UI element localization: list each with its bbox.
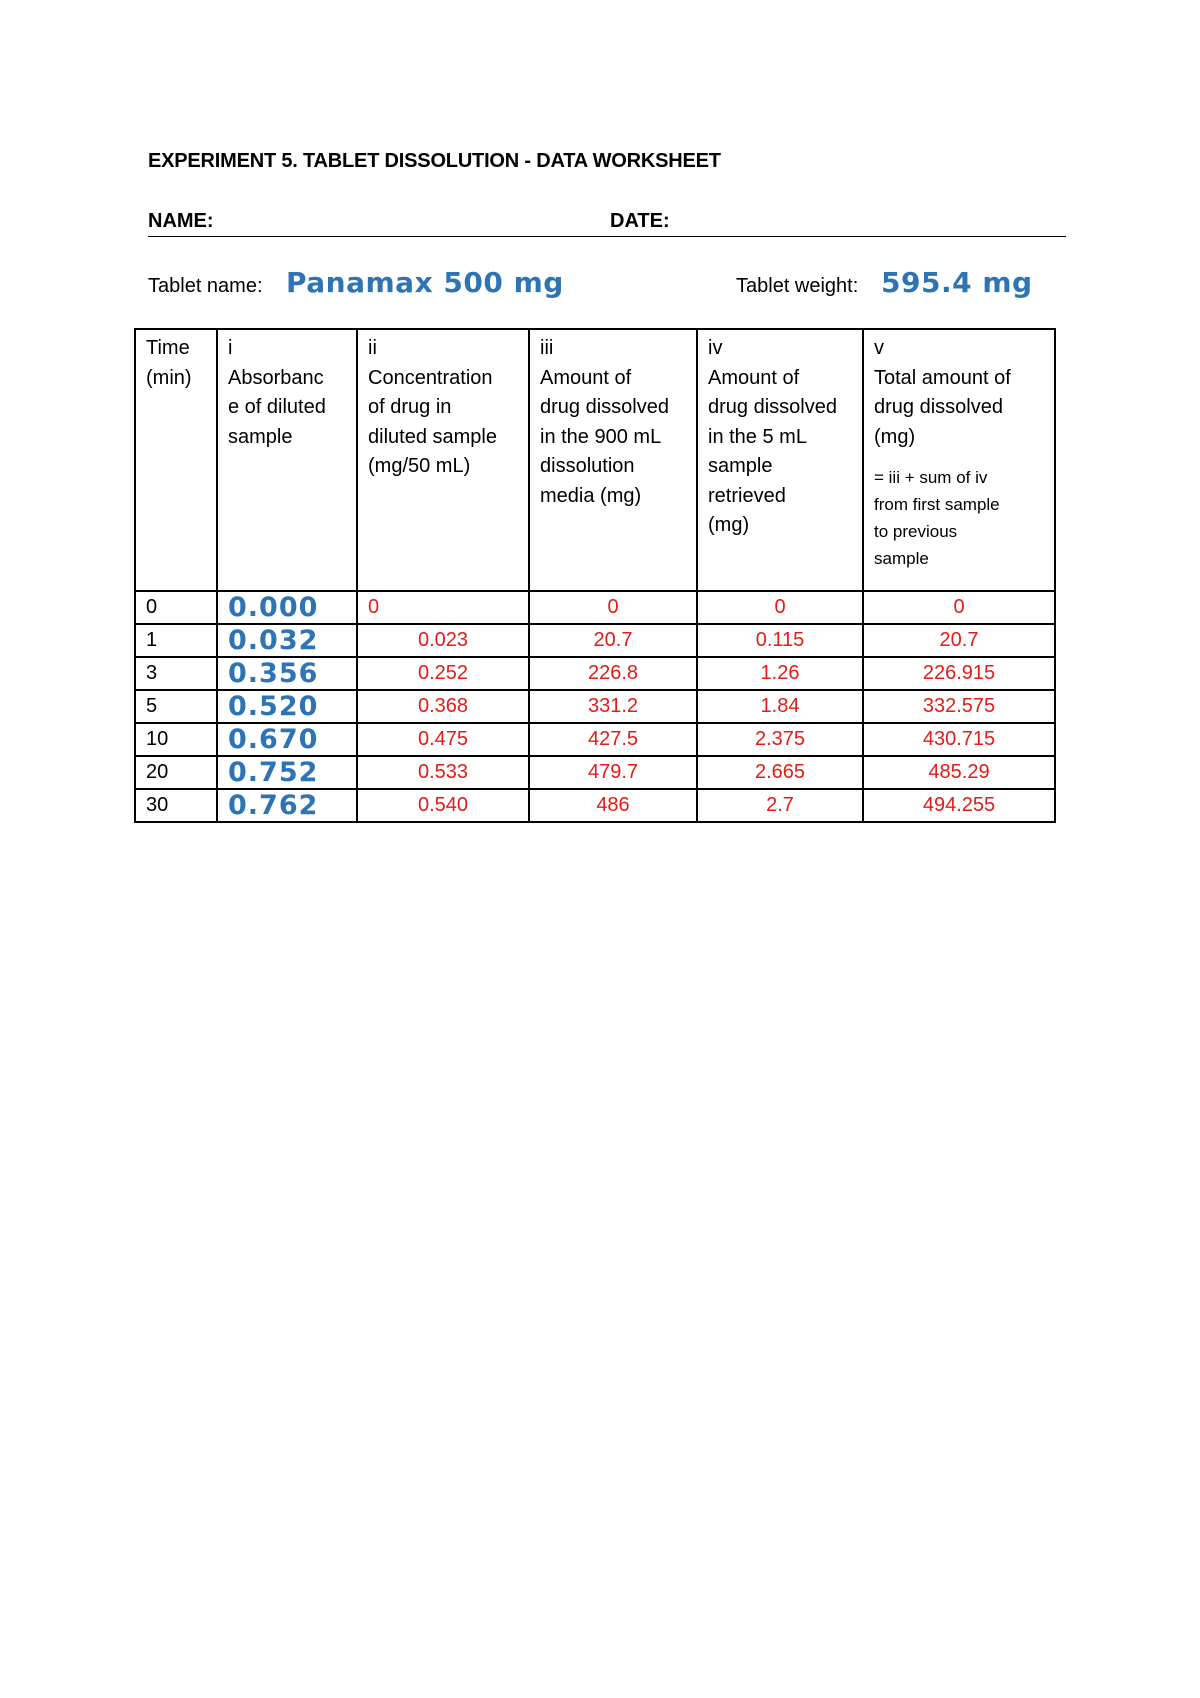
- table-header-row: [135, 329, 1055, 591]
- header-text-line: diluted sample: [368, 425, 497, 448]
- time-cell: 10: [135, 723, 217, 756]
- header-text-line: drug dissolved: [540, 396, 669, 418]
- header-concentration: [357, 329, 529, 591]
- concentration-cell: 0.368: [357, 690, 529, 723]
- tablet-name-label: Tablet name:: [148, 275, 263, 297]
- header-text-line: Time: [146, 337, 190, 359]
- header-text-line: sample: [708, 455, 773, 477]
- page-title: EXPERIMENT 5. TABLET DISSOLUTION - DATA WORKSHEET: [148, 150, 721, 172]
- amount-media-cell: 486: [529, 789, 697, 822]
- dissolution-data-table: [134, 328, 1056, 823]
- total-cell: 485.29: [863, 756, 1055, 789]
- amount-sample-cell: 2.7: [697, 789, 863, 822]
- header-column-number: i: [228, 337, 233, 359]
- formula-note-line: sample: [874, 549, 929, 568]
- amount-sample-cell: 0: [697, 591, 863, 624]
- header-amount-sample: [697, 329, 863, 591]
- time-cell: 30: [135, 789, 217, 822]
- header-amount-media: [529, 329, 697, 591]
- formula-note-line: = iii + sum of iv: [874, 468, 988, 487]
- concentration-cell: 0.252: [357, 657, 529, 690]
- header-column-number: v: [874, 337, 884, 359]
- header-formula-note: [874, 464, 1048, 572]
- tablet-weight-label: Tablet weight:: [736, 275, 859, 297]
- amount-sample-cell: 0.115: [697, 624, 863, 657]
- formula-note-line: from first sample: [874, 495, 1000, 514]
- table-row: [135, 789, 1055, 822]
- name-date-line: [148, 208, 1066, 237]
- absorbance-cell: 0.356: [217, 657, 357, 690]
- header-absorbance: [217, 329, 357, 591]
- header-column-number: ii: [368, 337, 377, 359]
- absorbance-cell: 0.520: [217, 690, 357, 723]
- absorbance-cell: 0.000: [217, 591, 357, 624]
- concentration-cell: 0.533: [357, 756, 529, 789]
- header-text-line: e of diluted: [228, 396, 326, 418]
- header-text-line: in the 900 mL: [540, 425, 662, 448]
- header-text-line: (mg): [708, 514, 750, 536]
- header-column-number: iv: [708, 337, 723, 359]
- amount-media-cell: 331.2: [529, 690, 697, 723]
- header-text-line: (min): [146, 366, 192, 389]
- formula-note-line: to previous: [874, 522, 958, 541]
- total-cell: 20.7: [863, 624, 1055, 657]
- amount-sample-cell: 2.375: [697, 723, 863, 756]
- time-cell: 3: [135, 657, 217, 690]
- total-cell: 332.575: [863, 690, 1055, 723]
- tablet-info-row: [148, 266, 1068, 306]
- time-cell: 5: [135, 690, 217, 723]
- table-row: [135, 657, 1055, 690]
- table-row: [135, 624, 1055, 657]
- time-cell: 20: [135, 756, 217, 789]
- header-text-line: Concentration: [368, 366, 493, 389]
- date-label: DATE:: [610, 210, 670, 232]
- header-text-line: drug dissolved: [874, 396, 1003, 418]
- header-text-line: Amount of: [540, 366, 632, 389]
- table-row: [135, 591, 1055, 624]
- table-row: [135, 756, 1055, 789]
- amount-media-cell: 226.8: [529, 657, 697, 690]
- table-row: [135, 723, 1055, 756]
- amount-media-cell: 427.5: [529, 723, 697, 756]
- header-text-line: (mg/50 mL): [368, 455, 471, 477]
- header-column-number: iii: [540, 337, 554, 359]
- absorbance-cell: 0.032: [217, 624, 357, 657]
- name-label: NAME:: [148, 210, 214, 232]
- total-cell: 226.915: [863, 657, 1055, 690]
- header-text-line: Absorbanc: [228, 366, 324, 389]
- concentration-cell: 0: [357, 591, 529, 624]
- concentration-cell: 0.023: [357, 624, 529, 657]
- amount-media-cell: 479.7: [529, 756, 697, 789]
- amount-media-cell: 20.7: [529, 624, 697, 657]
- total-cell: 430.715: [863, 723, 1055, 756]
- header-text-line: (mg): [874, 425, 916, 448]
- header-total: [863, 329, 1055, 591]
- header-text-line: Total amount of: [874, 366, 1011, 389]
- concentration-cell: 0.475: [357, 723, 529, 756]
- tablet-weight-value: 595.4 mg: [881, 266, 1033, 299]
- header-text-line: media (mg): [540, 484, 642, 507]
- header-text-line: in the 5 mL: [708, 425, 807, 448]
- total-cell: 0: [863, 591, 1055, 624]
- header-text-line: dissolution: [540, 455, 635, 477]
- time-cell: 1: [135, 624, 217, 657]
- header-time: [135, 329, 217, 591]
- header-text-line: retrieved: [708, 484, 786, 507]
- time-cell: 0: [135, 591, 217, 624]
- tablet-name-value: Panamax 500 mg: [286, 266, 564, 299]
- amount-media-cell: 0: [529, 591, 697, 624]
- concentration-cell: 0.540: [357, 789, 529, 822]
- table-row: [135, 690, 1055, 723]
- amount-sample-cell: 1.84: [697, 690, 863, 723]
- absorbance-cell: 0.670: [217, 723, 357, 756]
- header-text-line: Amount of: [708, 366, 800, 389]
- total-cell: 494.255: [863, 789, 1055, 822]
- header-text-line: drug dissolved: [708, 396, 837, 418]
- amount-sample-cell: 1.26: [697, 657, 863, 690]
- header-text-line: sample: [228, 425, 293, 448]
- amount-sample-cell: 2.665: [697, 756, 863, 789]
- header-text-line: of drug in: [368, 396, 452, 418]
- absorbance-cell: 0.762: [217, 789, 357, 822]
- absorbance-cell: 0.752: [217, 756, 357, 789]
